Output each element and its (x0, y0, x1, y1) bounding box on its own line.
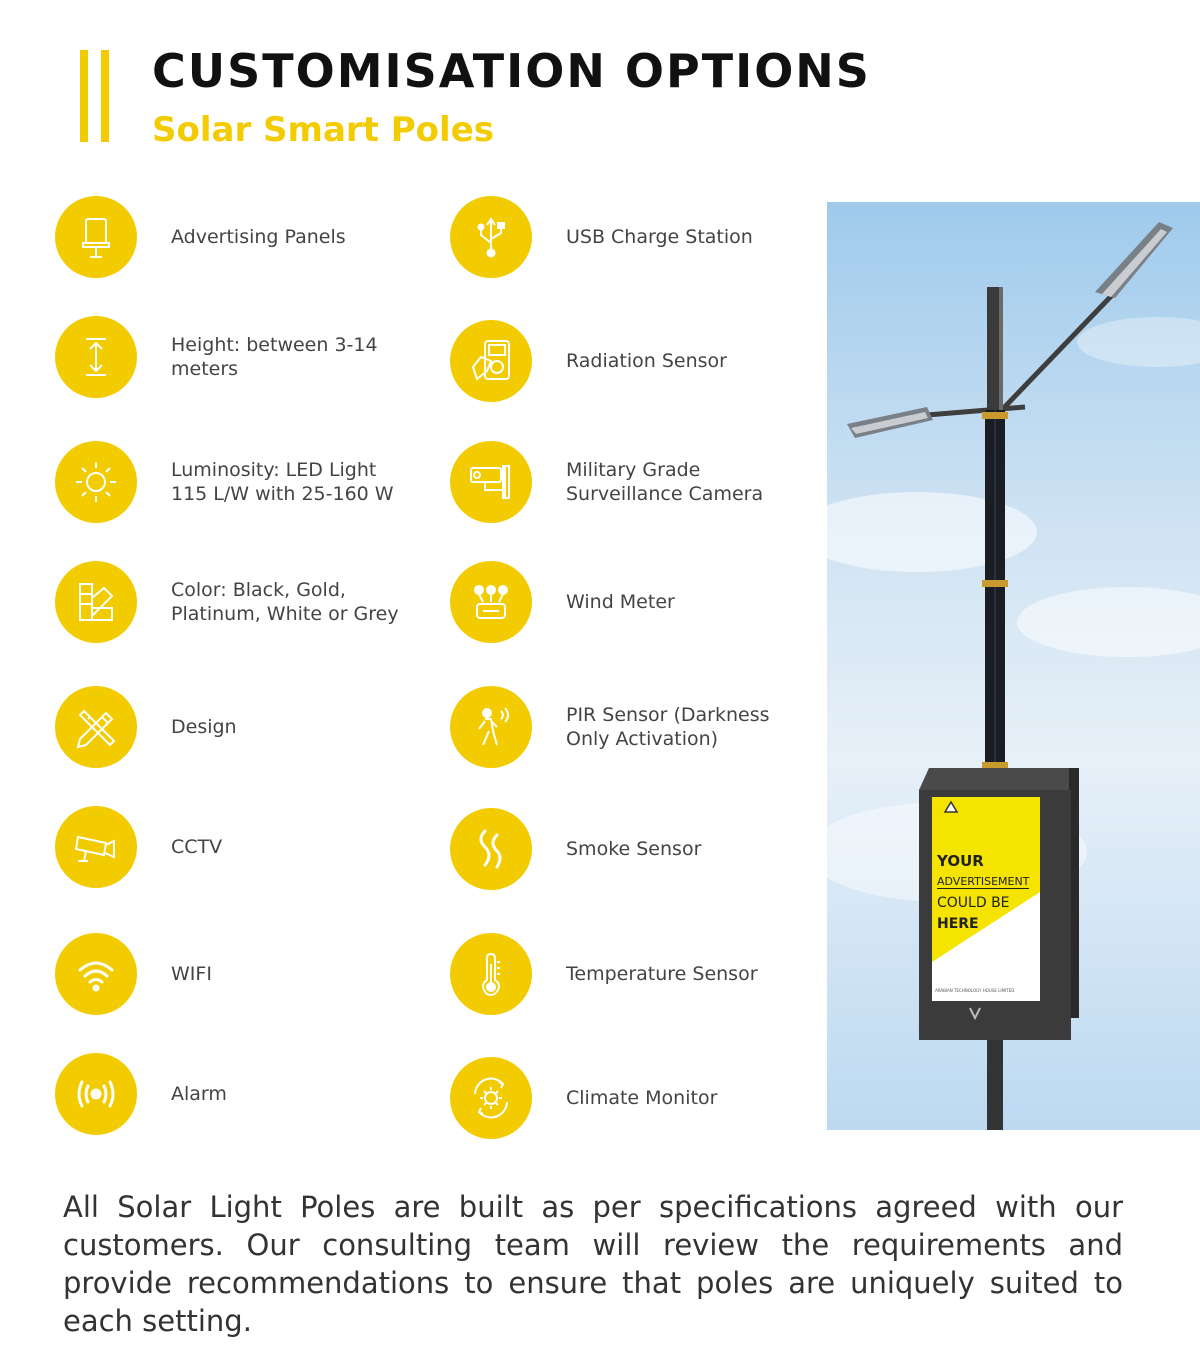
wifi-icon (55, 933, 137, 1015)
feature-label: Radiation Sensor (566, 350, 727, 372)
feature-label: Luminosity: LED Light 115 L/W with 25-160 W (171, 459, 394, 505)
feature-color (55, 561, 421, 643)
sun-icon (55, 441, 137, 523)
feature-alarm (55, 1053, 421, 1135)
ad-company-name: ARABIAN TECHNOLOGY HOUSE LIMITED (935, 988, 1015, 993)
feature-usb-charge (450, 196, 816, 278)
feature-label: Climate Monitor (566, 1087, 718, 1109)
feature-label: Design (171, 716, 237, 738)
usb-icon (450, 196, 532, 278)
feature-surveillance-camera (450, 441, 816, 523)
feature-label: Temperature Sensor (566, 963, 758, 985)
motion-sensor-icon (450, 686, 532, 768)
feature-radiation-sensor (450, 320, 816, 402)
wind-meter-icon (450, 561, 532, 643)
feature-wind-meter (450, 561, 816, 643)
feature-height (55, 316, 421, 398)
advertising-panel-icon (55, 196, 137, 278)
color-swatch-icon (55, 561, 137, 643)
ad-text-could-be: COULD BE (937, 895, 1010, 911)
feature-label: Color: Black, Gold, Platinum, White or Grey (171, 579, 399, 625)
feature-label: Wind Meter (566, 591, 675, 613)
feature-label: PIR Sensor (Darkness Only Activation) (566, 704, 770, 750)
feature-label: Height: between 3-14 meters (171, 334, 378, 380)
header-accent-bar-1 (80, 50, 88, 142)
feature-temperature-sensor (450, 933, 816, 1015)
climate-icon (450, 1057, 532, 1139)
feature-wifi (55, 933, 421, 1015)
cctv-camera-icon (55, 806, 137, 888)
smoke-icon (450, 808, 532, 890)
surveillance-camera-icon (450, 441, 532, 523)
page-title: CUSTOMISATION OPTIONS (152, 44, 871, 98)
feature-advertising-panels (55, 196, 421, 278)
feature-label: Alarm (171, 1083, 227, 1105)
alarm-icon (55, 1053, 137, 1135)
thermometer-icon (450, 933, 532, 1015)
header-accent-bar-2 (101, 50, 109, 142)
ad-text-advertisement: ADVERTISEMENT (937, 875, 1030, 888)
feature-smoke-sensor (450, 808, 816, 890)
feature-luminosity (55, 441, 421, 523)
feature-label: CCTV (171, 836, 223, 858)
feature-label: Advertising Panels (171, 226, 346, 248)
feature-pir-sensor (450, 686, 816, 768)
feature-cctv (55, 806, 421, 888)
footer-paragraph: All Solar Light Poles are built as per specifications agreed with our customers. Our consulting team will review the requirements and provide recommendations to ensure that poles are uniquely suited to each setting. (63, 1190, 1123, 1338)
feature-label: WIFI (171, 963, 212, 985)
feature-label: Smoke Sensor (566, 838, 702, 860)
page-subtitle: Solar Smart Poles (152, 110, 494, 150)
feature-label: USB Charge Station (566, 226, 753, 248)
ad-text-here: HERE (937, 916, 979, 932)
feature-label: Military Grade Surveillance Camera (566, 459, 764, 505)
pencil-ruler-icon (55, 686, 137, 768)
radiation-meter-icon (450, 320, 532, 402)
feature-climate-monitor (450, 1057, 816, 1139)
ad-text-your: YOUR (937, 852, 984, 870)
feature-design (55, 686, 421, 768)
height-arrow-icon (55, 316, 137, 398)
smart-pole-photo (827, 202, 1200, 1130)
